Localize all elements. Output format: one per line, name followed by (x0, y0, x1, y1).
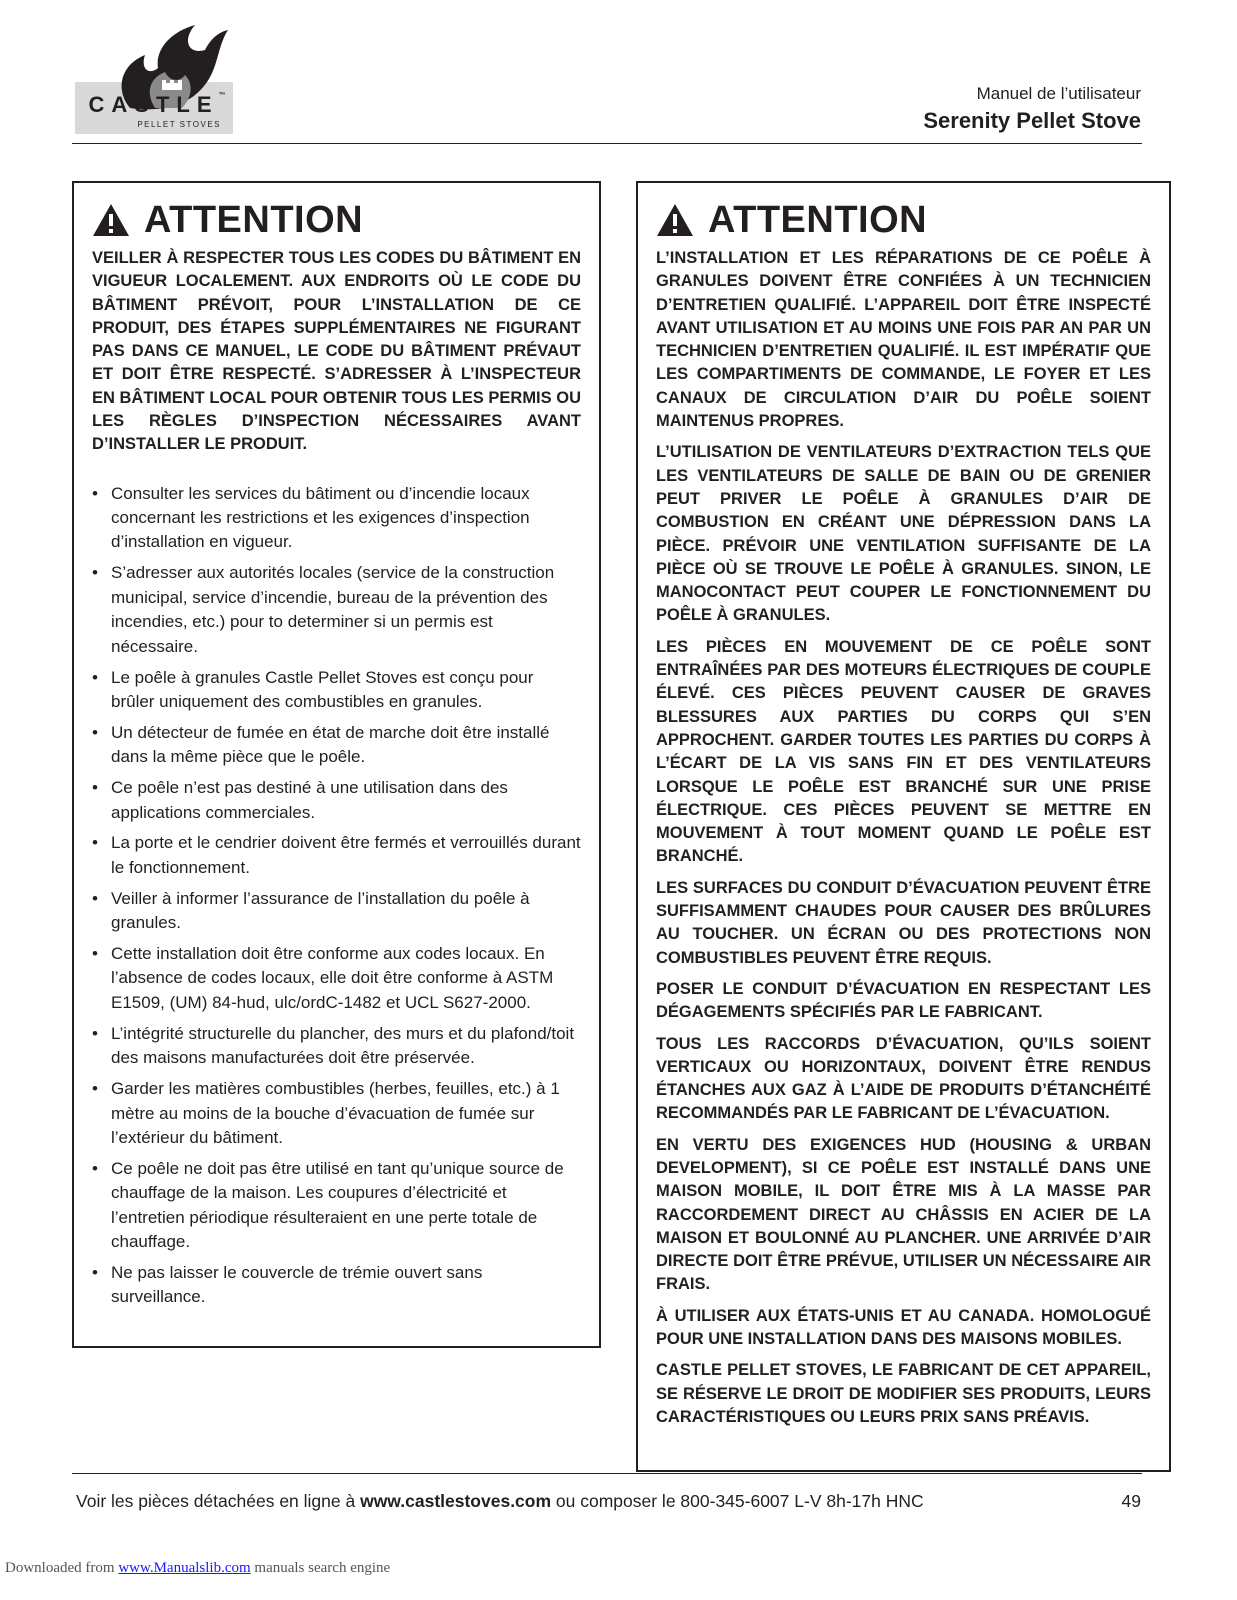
logo-wordmark (75, 92, 233, 118)
footer-website-link[interactable]: www.castlestoves.com (360, 1491, 552, 1511)
warning-paragraph: L’INSTALLATION ET LES RÉPARATIONS DE CE POÊLE À GRANULES DOIVENT ÊTRE CONFIÉES À UN TECHNICIEN D’ENTRETIEN QUALIFIÉ. L’APPAREIL DOIT ÊTRE INSPECTÉ AVANT UTILISATION ET AU MOINS UNE FOIS PAR AN PAR UN TECHNICIEN D’ENTRETIEN QUALIFIÉ. IL EST IMPÉRATIF QUE LES COMPARTIMENTS DE COMMANDE, LE FOYER ET LES CANAUX DE CIRCULATION D’AIR DU POÊLE SOIENT MAINTENUS PROPRES. (656, 249, 1151, 431)
left-warning-title: ATTENTION (144, 198, 364, 241)
list-item: • L’intégrité structurelle du plancher, des murs et du plafond/toit des maisons manufacturées doit être préservée. (92, 1022, 581, 1071)
right-warning-box (636, 181, 1171, 1472)
list-item: • S’adresser aux autorités locales (service de la construction municipal, service d’incendie, bureau de la prévention des incendies, etc.) pour to determiner si un permis est nécessaire. (92, 561, 581, 659)
warning-paragraph: L’UTILISATION DE VENTILATEURS D’EXTRACTION TELS QUE LES VENTILATEURS DE SALLE DE BAIN OU DE GRENIER PEUT PRIVER LE POÊLE À GRANULES D’AIR DE COMBUSTION EN CRÉANT UNE DÉPRESSION DANS LA PIÈCE. PRÉVOIR UNE VENTILATION SUFFISANTE DE LA PIÈCE OÙ SE TROUVE LE POÊLE À GRANULES. SINON, LE MANOCONTACT PEUT COUPER LE FONCTIONNEMENT DU POÊLE À GRANULES. (656, 443, 1151, 625)
list-item: • Cette installation doit être conforme aux codes locaux. En l’absence de codes locaux, elle doit être conforme à ASTM E1509, (UM) 84-hud, ulc/ordC-1482 et UCL S627-2000. (92, 942, 581, 1015)
list-item: • Ce poêle ne doit pas être utilisé en tant qu’unique source de chauffage de la maison. Les coupures d’électricité et l’entretien périodique résulteraient en une perte totale de chauffage. (92, 1157, 581, 1255)
warning-paragraph: CASTLE PELLET STOVES, LE FABRICANT DE CET APPAREIL, SE RÉSERVE LE DROIT DE MODIFIER SES PRODUITS, LEURS CARACTÉRISTIQUES OU LEURS PRIX SANS PRÉAVIS. (656, 1361, 1151, 1426)
footer-divider (72, 1473, 1142, 1474)
warning-paragraph: LES SURFACES DU CONDUIT D’ÉVACUATION PEUVENT ÊTRE SUFFISAMMENT CHAUDES POUR CAUSER DES BRÛLURES AU TOUCHER. UN ÉCRAN OU DES PROTECTIONS NON COMBUSTIBLES PEUVENT ÊTRE REQUIS. (656, 878, 1151, 967)
list-item: • Le poêle à granules Castle Pellet Stoves est conçu pour brûler uniquement des combustibles en granules. (92, 666, 581, 715)
right-warning-heading (656, 197, 1151, 243)
page-number: 49 (1121, 1491, 1141, 1511)
list-item: • Un détecteur de fumée en état de marche doit être installé dans la même pièce que le poêle. (92, 721, 581, 770)
list-item: • La porte et le cendrier doivent être fermés et verrouillés durant le fonctionnement. (92, 831, 581, 880)
left-warning-box (72, 181, 601, 1348)
logo-wordmark-text: CASTLE (88, 92, 219, 117)
manual-label: Manuel de l’utilisateur (976, 84, 1141, 103)
list-item: • Ne pas laisser le couvercle de trémie ouvert sans surveillance. (92, 1261, 581, 1310)
logo-subtitle: PELLET STOVES (137, 120, 221, 129)
right-warning-title: ATTENTION (708, 198, 928, 241)
footer-text (76, 1491, 924, 1512)
download-bar (5, 1560, 390, 1577)
warning-paragraph: TOUS LES RACCORDS D’ÉVACUATION, QU’ILS SOIENT VERTICAUX OU HORIZONTAUX, DOIVENT ÊTRE RENDUS ÉTANCHES AUX GAZ À L’AIDE DE PRODUITS D’ÉTANCHÉITÉ RECOMMANDÉS PAR LE FABRICANT DE L’ÉVACUATION. (656, 1034, 1151, 1123)
warning-paragraph: POSER LE CONDUIT D’ÉVACUATION EN RESPECTANT LES DÉGAGEMENTS SPÉCIFIÉS PAR LE FABRICANT. (656, 979, 1151, 1022)
left-warning-heading (92, 197, 581, 243)
download-prefix: Downloaded from (5, 1560, 119, 1576)
logo-trademark: ™ (218, 92, 226, 99)
warning-triangle-icon (656, 203, 694, 237)
list-item: • Veiller à informer l’assurance de l’installation du poêle à granules. (92, 887, 581, 936)
castle-logo (75, 20, 233, 134)
model-name: Serenity Pellet Stove (923, 108, 1141, 133)
footer-text-before: Voir les pièces détachées en ligne à (76, 1491, 361, 1511)
header-divider (72, 143, 1142, 144)
download-suffix: manuals search engine (250, 1560, 391, 1576)
left-bullet-list (92, 482, 581, 1310)
warning-paragraph: LES PIÈCES EN MOUVEMENT DE CE POÊLE SONT ENTRAÎNÉES PAR DES MOTEURS ÉLECTRIQUES DE COUPLE ÉLEVÉ. CES PIÈCES PEUVENT CAUSER DE GRAVES BLESSURES AUX PARTIES DU CORPS QUI S’EN APPROCHENT. GARDER TOUTES LES PARTIES DU CORPS À L’ÉCART DE LA VIS SANS FIN ET DES VENTILATEURS LORSQUE LE POÊLE EST BRANCHÉ SUR UNE PRISE ÉLECTRIQUE. CES PIÈCES PEUVENT SE METTRE EN MOUVEMENT À TOUT MOMENT QUAND LE POÊLE EST BRANCHÉ. (656, 637, 1151, 866)
warning-paragraph: EN VERTU DES EXIGENCES HUD (HOUSING & URBAN DEVELOPMENT), SI CE POÊLE EST INSTALLÉ DANS UNE MAISON MOBILE, IL DOIT ÊTRE MIS À LA MASSE PAR RACCORDEMENT DIRECT AU CHÂSSIS EN ACIER DE LA MAISON ET BOULONNÉ AU PLANCHER. UNE ARRIVÉE D’AIR DIRECTE DOIT ÊTRE PRÉVUE, UTILISER UN NÉCESSAIRE AIR FRAIS. (656, 1135, 1151, 1294)
warning-paragraph: À UTILISER AUX ÉTATS-UNIS ET AU CANADA. HOMOLOGUÉ POUR UNE INSTALLATION DANS DES MAISONS MOBILES. (656, 1306, 1151, 1349)
list-item: • Ce poêle n’est pas destiné à une utilisation dans des applications commerciales. (92, 776, 581, 825)
warning-triangle-icon (92, 203, 130, 237)
footer-text-after: ou composer le 800-345-6007 L-V 8h-17h HNC (551, 1491, 924, 1511)
left-warning-text: VEILLER À RESPECTER TOUS LES CODES DU BÂTIMENT EN VIGUEUR LOCALEMENT. AUX ENDROITS OÙ LE CODE DU BÂTIMENT PRÉVOIT, POUR L’INSTALLATION DE CE PRODUIT, DES ÉTAPES SUPPLÉMENTAIRES NE FIGURANT PAS DANS CE MANUEL, LE CODE DU BÂTIMENT PRÉVAUT ET DOIT ÊTRE RESPECTÉ. S’ADRESSER À L’INSPECTEUR EN BÂTIMENT LOCAL POUR OBTENIR TOUS LES PERMIS OU LES RÈGLES D’INSPECTION NÉCESSAIRES AVANT D’INSTALLER LE PRODUIT. (92, 249, 581, 454)
list-item: • Garder les matières combustibles (herbes, feuilles, etc.) à 1 mètre au moins de la bouche d’évacuation de fumée sur l’extérieur du bâtiment. (92, 1077, 581, 1150)
manualslib-link[interactable]: www.Manualslib.com (118, 1560, 251, 1576)
list-item: • Consulter les services du bâtiment ou d’incendie locaux concernant les restrictions et les exigences d’inspection d’installation en vigueur. (92, 482, 581, 555)
